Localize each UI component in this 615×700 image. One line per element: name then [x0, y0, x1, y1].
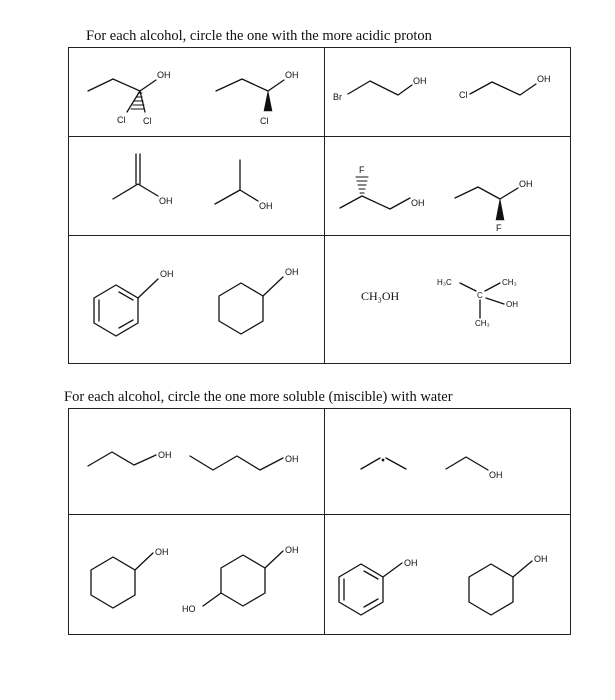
solubility-table: [68, 408, 571, 635]
ch3-label: CH₃: [475, 319, 490, 328]
acidity-question-heading: For each alcohol, circle the one with the more acidic proton: [86, 28, 432, 44]
molecule-fluoro-alcohol-2[interactable]: [340, 165, 425, 209]
oh-label: OH: [158, 450, 172, 460]
ch3-label: CH₃: [502, 278, 517, 287]
f-label: F: [359, 165, 365, 175]
oh-label: OH: [285, 267, 299, 277]
oh-label: OH: [160, 269, 174, 279]
molecule-bromoethanol[interactable]: [333, 76, 427, 102]
oh-label: OH: [404, 558, 418, 568]
oh-label: OH: [157, 70, 171, 80]
cl-label: Cl: [117, 115, 126, 125]
oh-label: OH: [506, 300, 518, 309]
oh-label: OH: [519, 179, 533, 189]
molecule-chloro-alcohol[interactable]: [216, 70, 299, 126]
central-carbon-label: C: [477, 291, 483, 300]
molecule-chloroethanol[interactable]: [459, 74, 551, 100]
ho-label: HO: [182, 604, 196, 614]
methanol-formula[interactable]: CH₃OH: [361, 289, 400, 303]
table-row-divider: [69, 514, 570, 515]
br-label: Br: [333, 92, 342, 102]
molecule-fluoro-alcohol-3[interactable]: [455, 179, 533, 233]
molecule-cyclohexanol[interactable]: [219, 267, 299, 334]
table-column-divider: [324, 409, 325, 634]
oh-label: OH: [534, 554, 548, 564]
oh-label: OH: [259, 201, 273, 211]
cl-label: Cl: [143, 116, 152, 126]
oh-label: OH: [155, 547, 169, 557]
h3c-label: H₃C: [437, 278, 452, 287]
oh-label: OH: [159, 196, 173, 206]
f-label: F: [496, 223, 502, 233]
cl-label: Cl: [459, 90, 468, 100]
oh-label: OH: [413, 76, 427, 86]
oh-label: OH: [489, 470, 503, 480]
molecule-dichloro-alcohol[interactable]: [88, 70, 171, 126]
oh-label: OH: [285, 454, 299, 464]
oh-label: OH: [411, 198, 425, 208]
molecule-tert-butanol[interactable]: [437, 278, 518, 328]
molecule-enol[interactable]: [113, 154, 173, 206]
solubility-question-heading: For each alcohol, circle the one more soluble (miscible) with water: [64, 389, 453, 405]
molecule-isopropanol[interactable]: [215, 160, 273, 211]
oh-label: OH: [537, 74, 551, 84]
oh-label: OH: [285, 545, 299, 555]
oh-label: OH: [285, 70, 299, 80]
cl-label: Cl: [260, 116, 269, 126]
molecule-phenol[interactable]: [94, 269, 174, 336]
